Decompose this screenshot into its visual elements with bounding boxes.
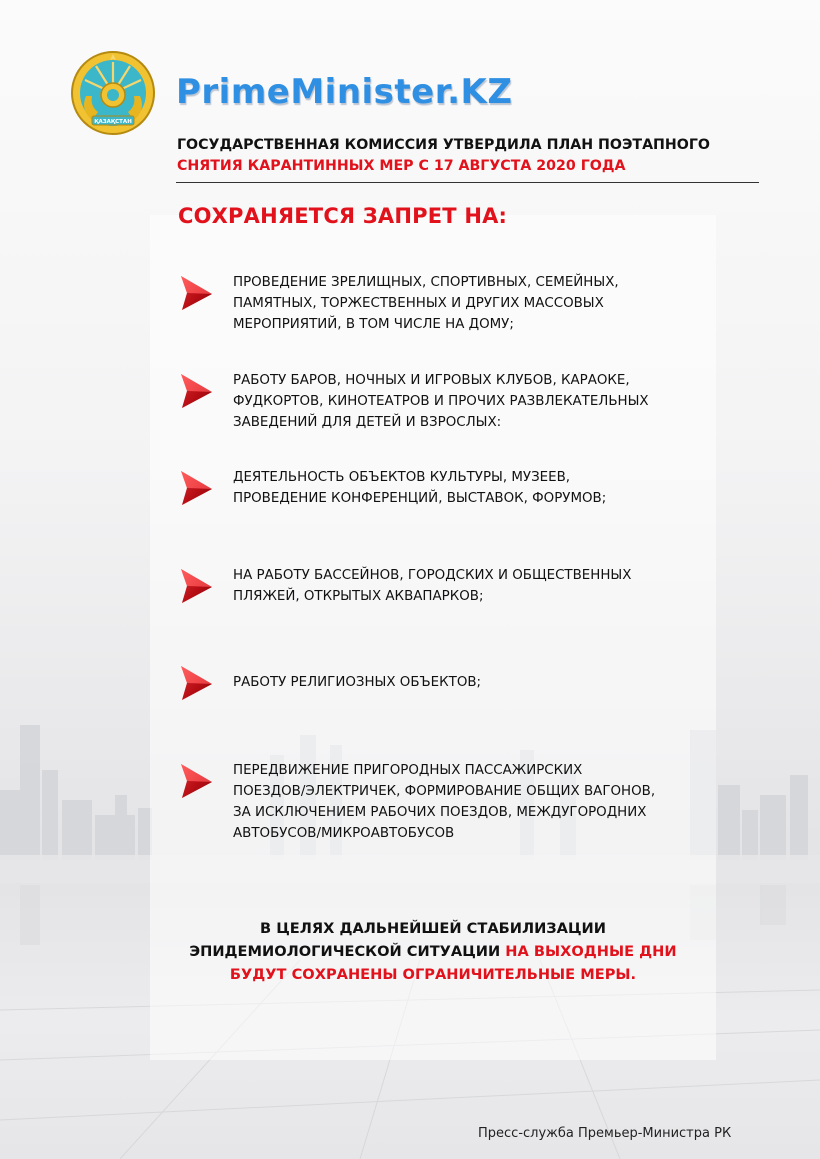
- list-item-text: ДЕЯТЕЛЬНОСТЬ ОБЪЕКТОВ КУЛЬТУРЫ, МУЗЕЕВ, ПРОВЕДЕНИЕ КОНФЕРЕНЦИЙ, ВЫСТАВОК, ФОРУМОВ;: [233, 470, 607, 506]
- closing-line-3: БУДУТ СОХРАНЕНЫ ОГРАНИЧИТЕЛЬНЫЕ МЕРЫ.: [229, 966, 637, 983]
- headline: [177, 135, 710, 177]
- list-item-text: РАБОТУ РЕЛИГИОЗНЫХ ОБЪЕКТОВ;: [233, 675, 482, 690]
- headline-line-2: СНЯТИЯ КАРАНТИННЫХ МЕР С 17 АВГУСТА 2020 ГОДА: [177, 158, 626, 174]
- red-arrow-icon: [178, 567, 214, 605]
- headline-line-1: ГОСУДАРСТВЕННАЯ КОМИССИЯ УТВЕРДИЛА ПЛАН ПОЭТАПНОГО: [177, 137, 710, 153]
- red-arrow-icon: [178, 762, 214, 800]
- footer-credit: Пресс-служба Премьер-Министра РК: [478, 1126, 732, 1141]
- section-title: СОХРАНЯЕТСЯ ЗАПРЕТ НА:: [178, 204, 508, 228]
- list-item-text: РАБОТУ БАРОВ, НОЧНЫХ И ИГРОВЫХ КЛУБОВ, КАРАОКЕ, ФУДКОРТОВ, КИНОТЕАТРОВ И ПРОЧИХ РАЗВЛЕКАТЕЛЬНЫХ ЗАВЕДЕНИЙ ДЛЯ ДЕТЕЙ И ВЗРОСЛЫХ:: [233, 373, 649, 430]
- red-arrow-icon: [178, 274, 214, 312]
- closing-statement: [150, 917, 716, 986]
- list-item-text: ПРОВЕДЕНИЕ ЗРЕЛИЩНЫХ, СПОРТИВНЫХ, СЕМЕЙНЫХ, ПАМЯТНЫХ, ТОРЖЕСТВЕННЫХ И ДРУГИХ МАССОВЫХ МЕРОПРИЯТИЙ, В ТОМ ЧИСЛЕ НА ДОМУ;: [233, 275, 619, 332]
- closing-line-1: В ЦЕЛЯХ ДАЛЬНЕЙШЕЙ СТАБИЛИЗАЦИИ: [260, 920, 606, 937]
- svg-text:ҚАЗАҚСТАН: ҚАЗАҚСТАН: [94, 119, 132, 125]
- list-item-text: НА РАБОТУ БАССЕЙНОВ, ГОРОДСКИХ И ОБЩЕСТВЕННЫХ ПЛЯЖЕЙ, ОТКРЫТЫХ АКВАПАРКОВ;: [233, 568, 632, 604]
- closing-line-2-red: НА ВЫХОДНЫЕ ДНИ: [505, 943, 677, 960]
- brand-title: PrimeMinister.KZ: [176, 72, 513, 112]
- kazakhstan-state-emblem-icon: [70, 50, 156, 136]
- red-arrow-icon: [178, 372, 214, 410]
- closing-line-2: [150, 940, 716, 963]
- list-item-text: ПЕРЕДВИЖЕНИЕ ПРИГОРОДНЫХ ПАССАЖИРСКИХ ПОЕЗДОВ/ЭЛЕКТРИЧЕК, ФОРМИРОВАНИЕ ОБЩИХ ВАГОНОВ, ЗА ИСКЛЮЧЕНИЕМ РАБОЧИХ ПОЕЗДОВ, МЕЖДУГОРОДНИХ АВТОБУСОВ/МИКРОАВТОБУСОВ: [233, 763, 656, 841]
- header-divider: [176, 182, 759, 183]
- red-arrow-icon: [178, 664, 214, 702]
- red-arrow-icon: [178, 469, 214, 507]
- closing-line-2-black: ЭПИДЕМИОЛОГИЧЕСКОЙ СИТУАЦИИ: [189, 943, 506, 960]
